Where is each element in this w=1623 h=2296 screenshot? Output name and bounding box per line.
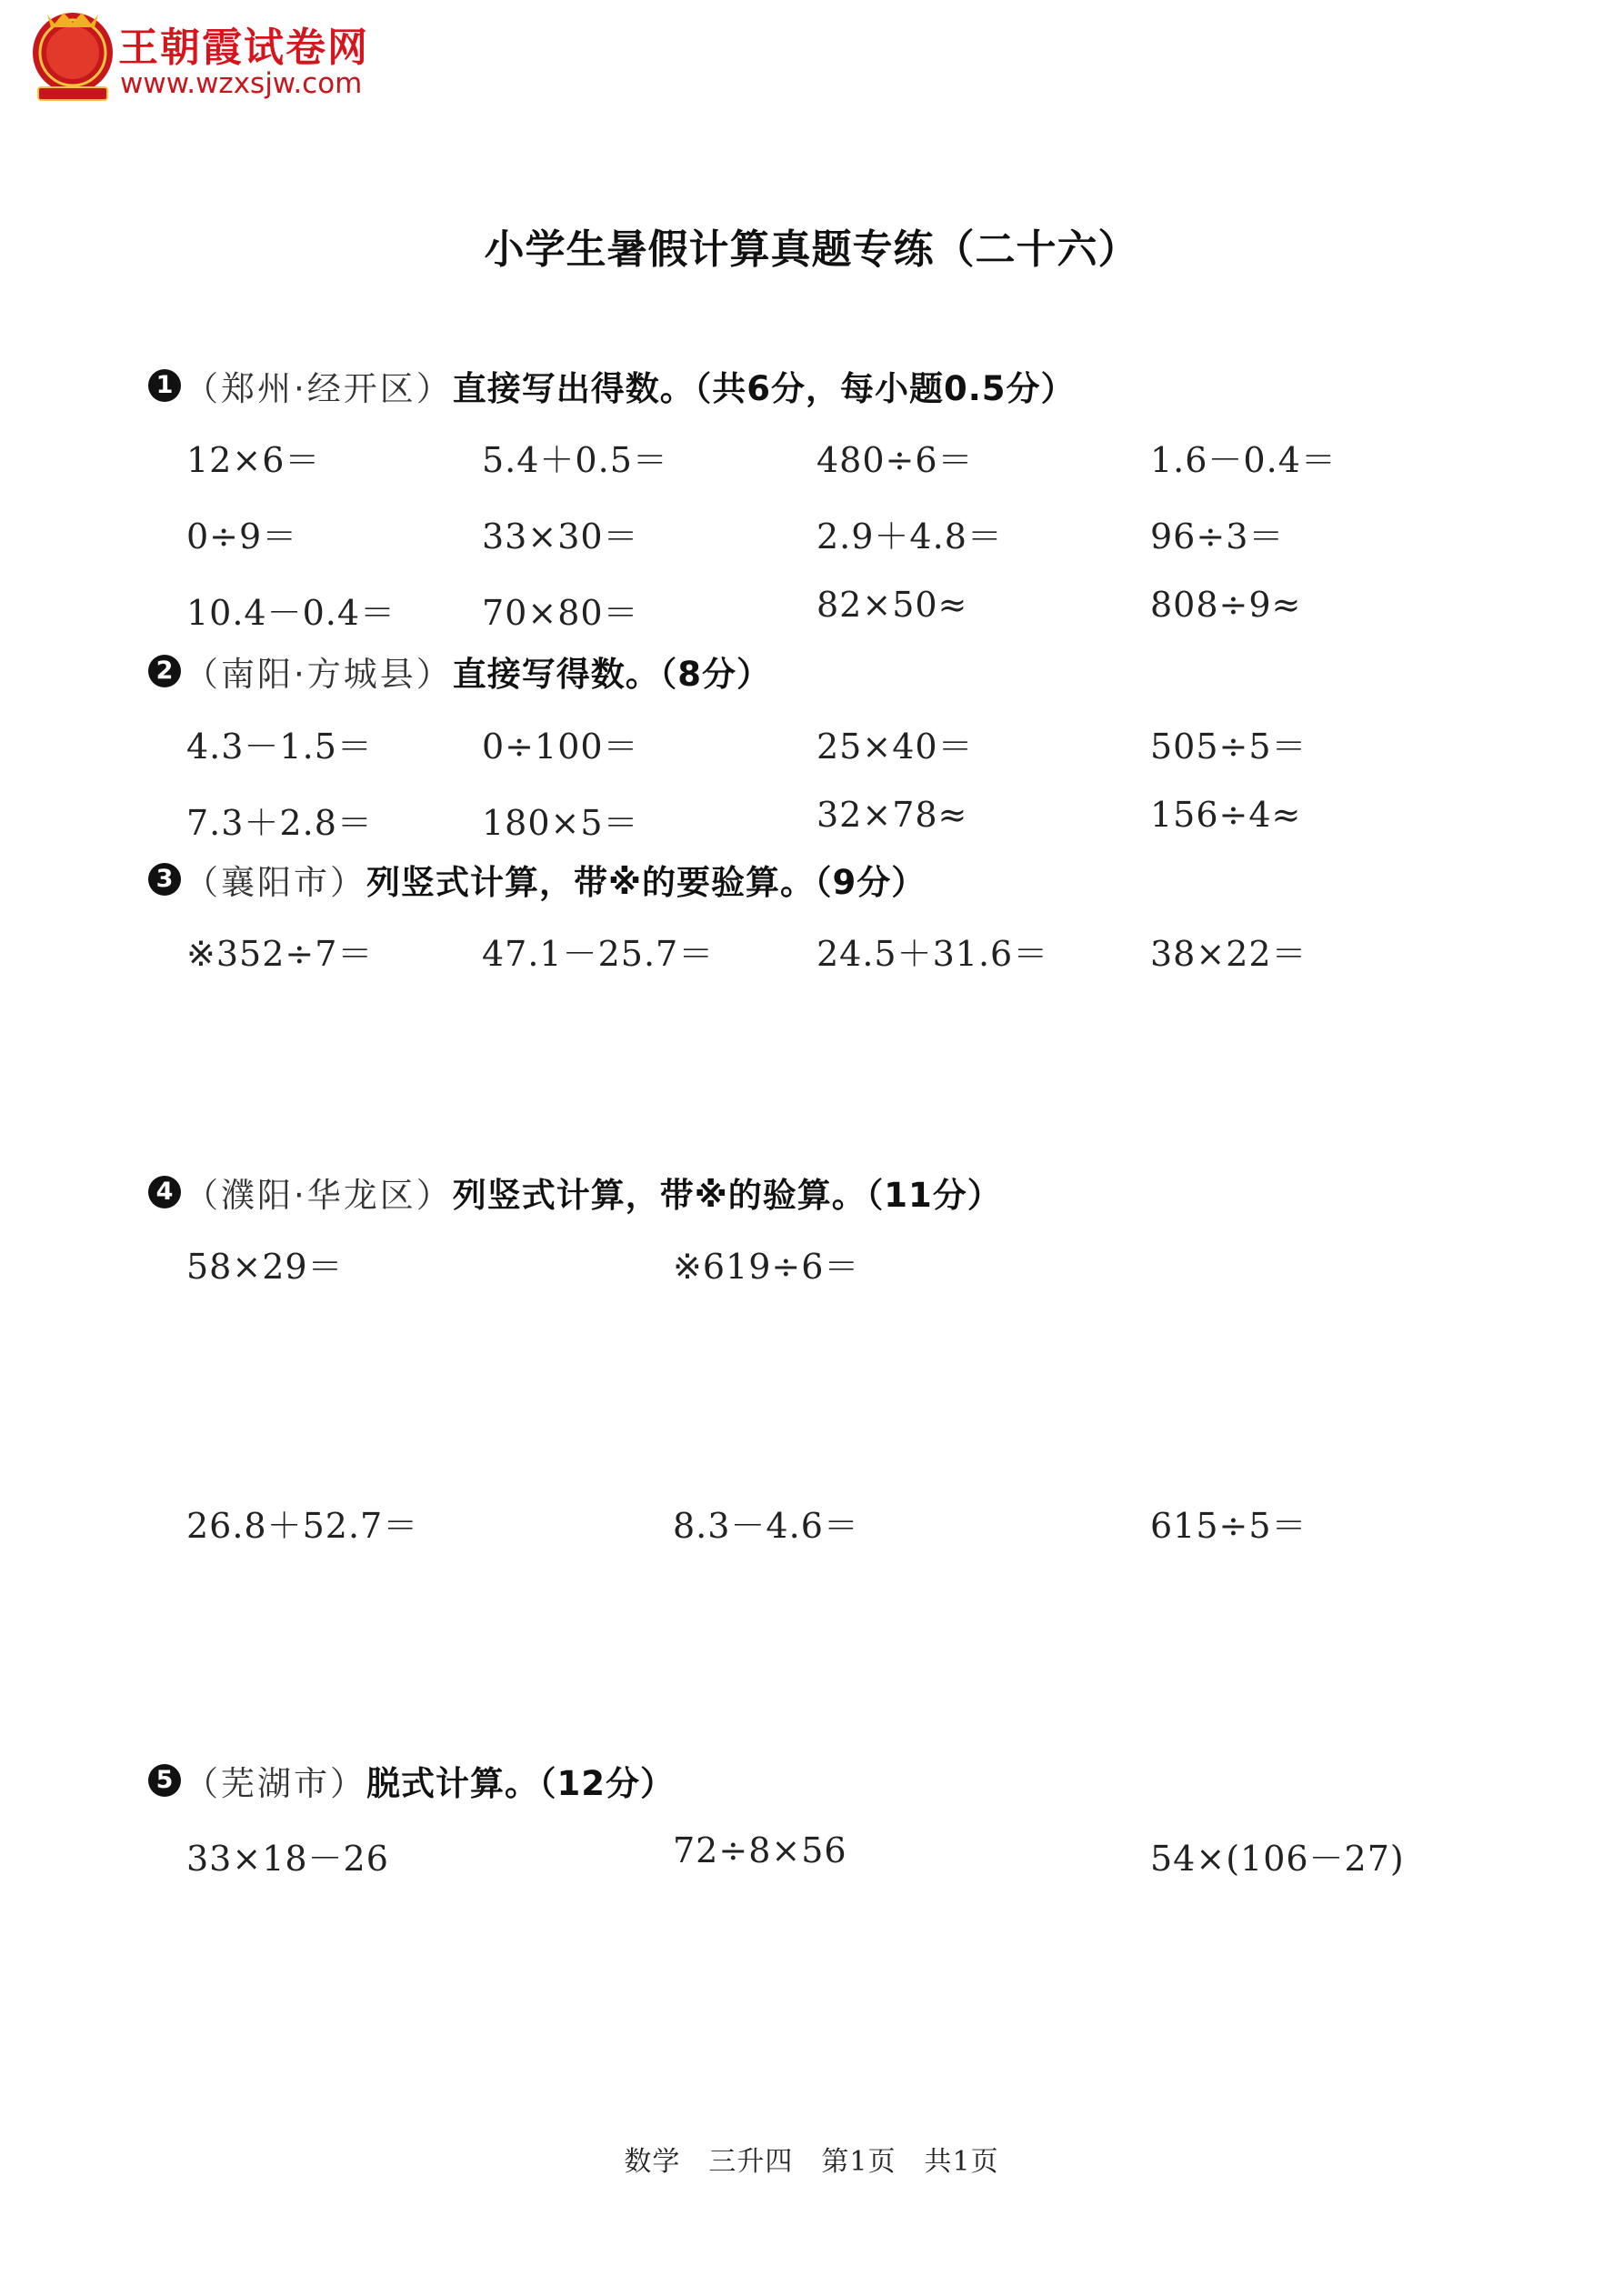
- question-instruction: 直接写得数。（8分）: [452, 655, 772, 694]
- question-2-header: [148, 647, 771, 696]
- question-number: 2: [148, 655, 181, 687]
- question-instruction: 直接写出得数。（共6分，每小题0.5分）: [452, 369, 1076, 408]
- expression: 26.8＋52.7＝: [186, 1506, 419, 1546]
- logo-badge-icon: [27, 9, 118, 105]
- question-1-header: [148, 361, 1076, 410]
- expression: 4.3－1.5＝: [186, 727, 373, 767]
- question-source: （襄阳市）: [185, 863, 366, 902]
- expression: 58×29＝: [186, 1247, 344, 1287]
- expression: 10.4－0.4＝: [186, 593, 396, 633]
- question-instruction: 列竖式计算，带※的验算。（11分）: [452, 1176, 1002, 1215]
- expression: 0÷9＝: [186, 516, 298, 556]
- expression: 7.3＋2.8＝: [186, 803, 373, 843]
- question-number: 4: [148, 1176, 181, 1208]
- expression: 505÷5＝: [1150, 727, 1307, 767]
- expression: 72÷8×56: [673, 1830, 847, 1870]
- question-source: （芜湖市）: [185, 1764, 366, 1803]
- page-title: 小学生暑假计算真题专练（二十六）: [484, 226, 1139, 273]
- expression: 5.4＋0.5＝: [482, 440, 668, 480]
- expression: 82×50≈: [817, 585, 968, 625]
- expression: 54×(106－27): [1150, 1839, 1405, 1879]
- expression: 38×22＝: [1150, 934, 1307, 974]
- page-footer: 数学 三升四 第1页 共1页: [624, 2146, 999, 2178]
- expression: 12×6＝: [186, 440, 321, 480]
- expression: 480÷6＝: [817, 440, 974, 480]
- question-number: 5: [148, 1764, 181, 1797]
- expression: 47.1－25.7＝: [482, 934, 715, 974]
- question-instruction: 列竖式计算，带※的要验算。（9分）: [366, 863, 927, 902]
- expression: 33×18－26: [186, 1839, 389, 1879]
- question-source: （濮阳·华龙区）: [185, 1176, 453, 1215]
- expression: ※619÷6＝: [673, 1247, 860, 1287]
- site-logo: [27, 9, 409, 109]
- expression: 615÷5＝: [1150, 1506, 1307, 1546]
- expression: 70×80＝: [482, 593, 639, 633]
- expression: 8.3－4.6＝: [673, 1506, 859, 1546]
- expression: 2.9＋4.8＝: [817, 516, 1003, 556]
- expression: 33×30＝: [482, 516, 639, 556]
- question-source: （郑州·经开区）: [185, 369, 453, 408]
- expression: 808÷9≈: [1150, 585, 1302, 625]
- site-name: 王朝霞试卷网: [118, 25, 369, 71]
- expression: ※352÷7＝: [186, 934, 374, 974]
- question-number: 1: [148, 369, 181, 402]
- expression: 32×78≈: [817, 795, 968, 835]
- question-instruction: 脱式计算。（12分）: [366, 1764, 675, 1803]
- question-5-header: [148, 1756, 675, 1805]
- question-4-header: [148, 1168, 1002, 1217]
- expression: 25×40＝: [817, 727, 974, 767]
- question-number: 3: [148, 863, 181, 896]
- expression: 96÷3＝: [1150, 516, 1285, 556]
- question-source: （南阳·方城县）: [185, 655, 453, 694]
- expression: 1.6－0.4＝: [1150, 440, 1337, 480]
- expression: 156÷4≈: [1150, 795, 1302, 835]
- question-3-header: [148, 855, 926, 904]
- expression: 180×5＝: [482, 803, 639, 843]
- site-url: www.wzxsjw.com: [120, 67, 363, 100]
- expression: 0÷100＝: [482, 727, 639, 767]
- expression: 24.5＋31.6＝: [817, 934, 1049, 974]
